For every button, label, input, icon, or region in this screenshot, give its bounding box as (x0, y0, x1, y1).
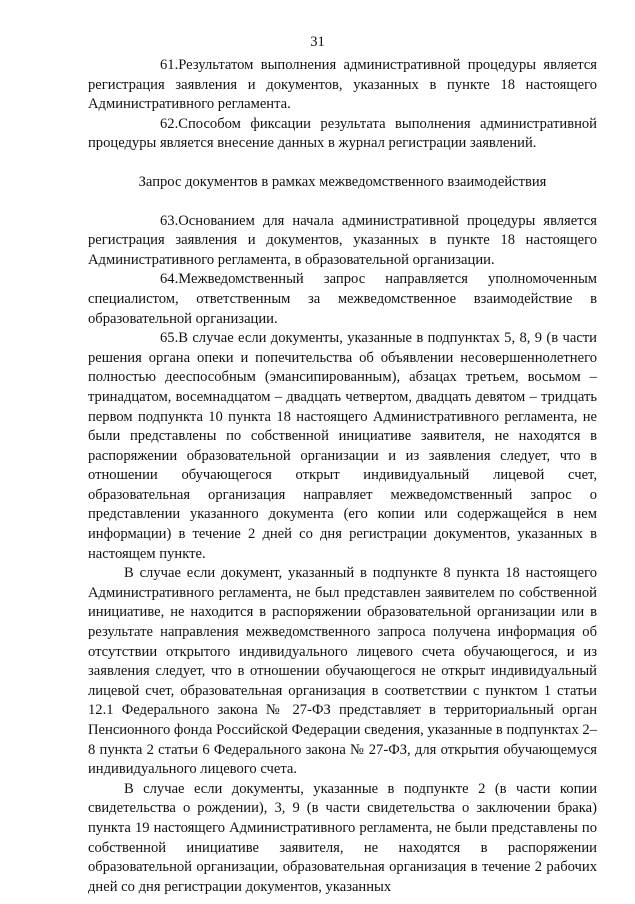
paragraph-62 (88, 115, 597, 154)
paragraph-65-continued-1 (88, 564, 597, 780)
paragraph-text: Межведомственный запрос направляется уполномоченным специалистом, ответственным за межведомственное взаимодействие в образовательной организации. (88, 271, 597, 327)
paragraph-text: Результатом выполнения административной процедуры является регистрация заявления и документов, указанных в пункте 18 настоящего Административного регламента. (88, 57, 597, 113)
paragraph-65-continued-2 (88, 780, 597, 898)
paragraph-text: В случае если документы, указанные в подпунктах 5, 8, 9 (в части решения органа опеки и попечительства об объявлении несовершеннолетнего полностью дееспособным (эмансипированным), абзацах третьем, восьмом – тринадцатом, восемнадцатом – двадцать четвертом, двадцать девятом – тридцать первом подпункта 10 пункта 18 настоящего Административного регламента, не были представлены по собственной инициативе заявителя, не находятся в распоряжении образовательной организации и из заявления следует, что в отношении обучающегося открыт индивидуальный лицевой счет, образовательная организация направляет межведомственный запрос о представлении указанного документа (его копии или содержащейся в нем информации) в течение 2 дней со дня регистрации документов, указанных в настоящем пункте. (88, 330, 597, 562)
paragraph-text: В случае если документы, указанные в подпункте 2 (в части копии свидетельства о рождении), 3, 9 (в части свидетельства о заключении брака) пункта 19 настоящего Административного регламента, не были представлены по собственной инициативе заявителя, не находятся в распоряжении образовательной организации, образовательная организация в течение 2 рабочих дней со дня регистрации документов, указанных (88, 780, 597, 895)
paragraph-number: 61. (160, 57, 179, 73)
paragraph-text: В случае если документ, указанный в подпункте 8 пункта 18 настоящего Административного регламента, не был представлен заявителем по собственной инициативе, не находится в распоряжении образовательной организации или в результате направления межведомственного запроса получена информация об отсутствии открытого индивидуального лицевого счета обучающегося, и из заявления следует, что в отношении обучающегося не открыт индивидуальный лицевой счет, образовательная организация в соответствии с пунктом 1 статьи 12.1 Федерального закона № 27-ФЗ представляет в территориальный орган Пенсионного фонда Российской Федерации сведения, указанные в подпунктах 2–8 пункта 2 статьи 6 Федерального закона № 27-ФЗ, для открытия обучающемуся индивидуального лицевого счета. (88, 565, 597, 778)
paragraph-number: 63. (160, 212, 179, 229)
paragraph-61 (88, 56, 597, 115)
paragraph-number: 64. (160, 271, 179, 288)
paragraph-text: Способом фиксации результата выполнения административной процедуры является внесение данных в журнал регистрации заявлений. (88, 115, 597, 152)
paragraph-63 (88, 212, 597, 271)
paragraph-number: 62. (160, 115, 179, 132)
paragraph-65 (88, 329, 597, 564)
page-number: 31 (310, 34, 325, 50)
paragraph-64 (88, 270, 597, 329)
document-body (88, 56, 597, 897)
section-heading: Запрос документов в рамках межведомственного взаимодействия (138, 173, 547, 190)
paragraph-text: Основанием для начала административной процедуры является регистрация заявления и документов, указанных в пункте 18 настоящего Административного регламента, в образовательной организации. (88, 212, 597, 268)
paragraph-number: 65. (160, 330, 179, 347)
